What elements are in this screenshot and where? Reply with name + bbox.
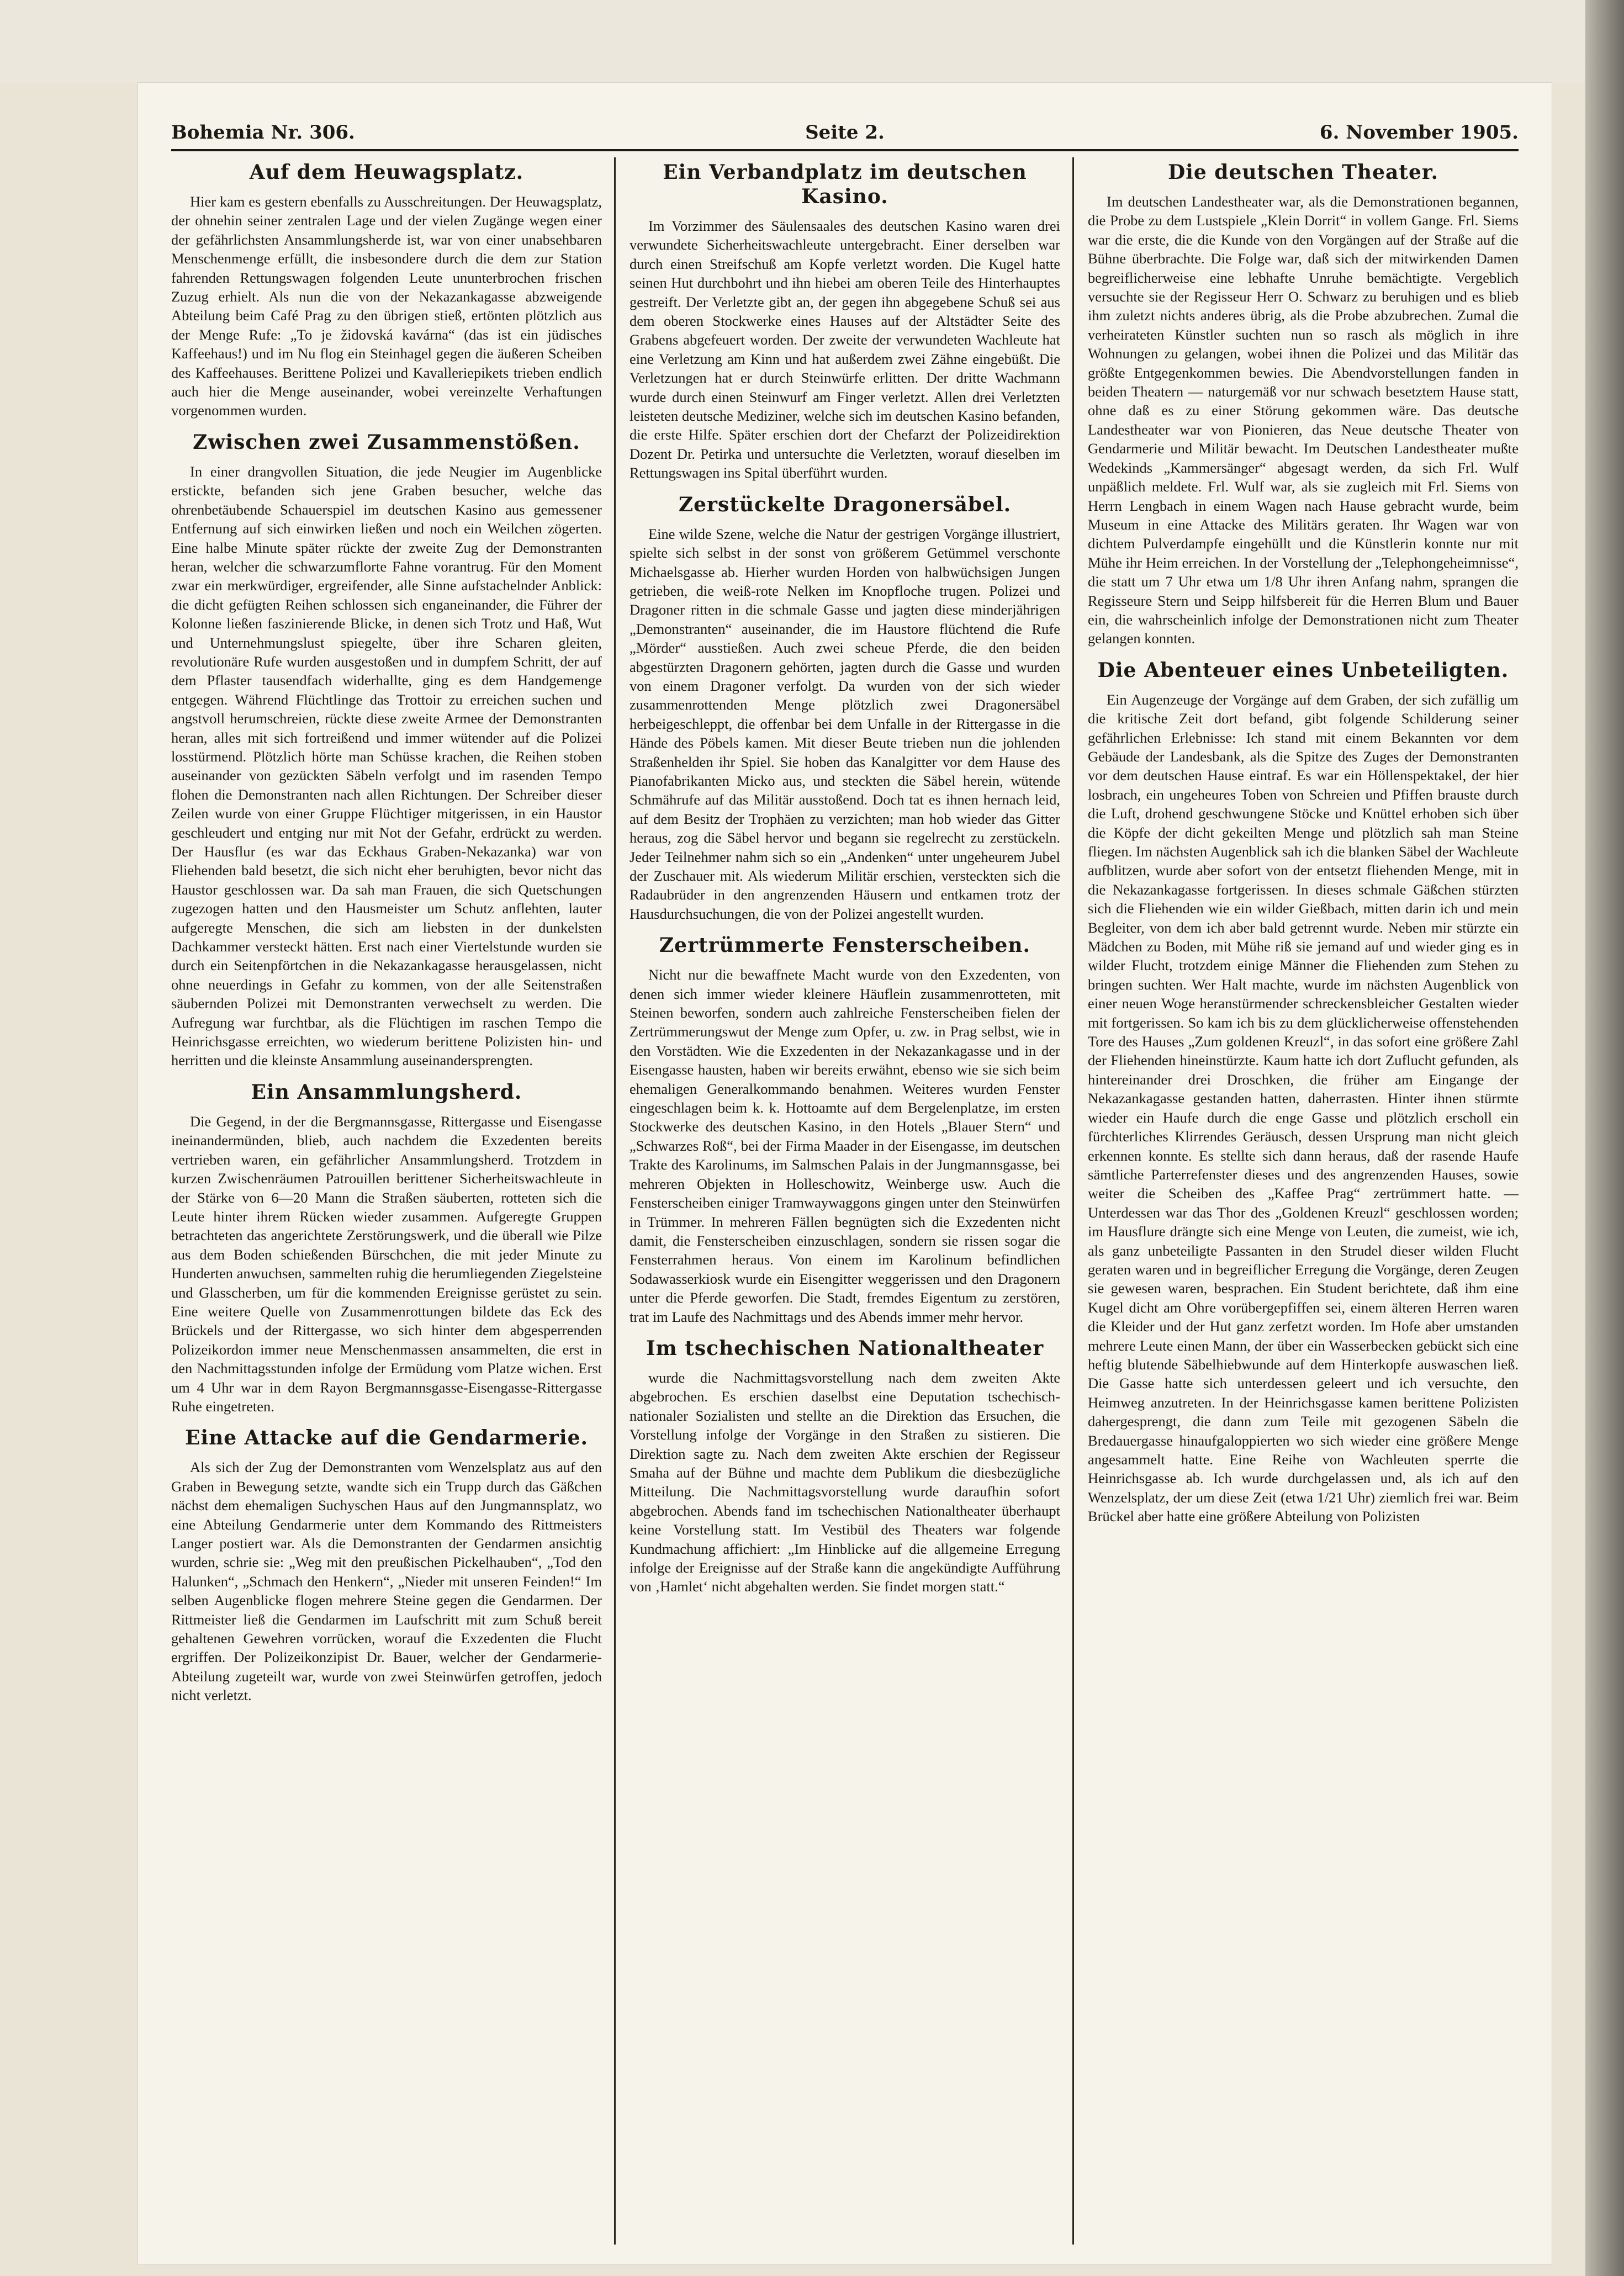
article-paragraph: Im Vorzimmer des Säulensaales des deutschen Kasino waren drei verwundete Sicherheitswachleute untergebracht. Einer derselben war durch einen Streifschuß am Kopfe verletzt worden. Die Kugel hatte seinen Hut durchbohrt und ihn hiebei am oberen Teile des Hinterhauptes gestreift. Der Verletzte gibt an, der gegen ihn abgegebene Schuß sei aus dem oberen Stockwerke eines Hauses auf der Altstädter Seite des Grabens abgefeuert worden. Der zweite der verwundeten Wachleute hat eine Verletzung am Kinn und hat außerdem zwei Zähne eingebüßt. Die Verletzungen hat er durch Steinwürfe erlitten. Der dritte Wachmann wurde durch einen Steinwurf am Finger verletzt. Allen drei Verletzten leisteten deutsche Mediziner, welche sich im deutschen Kasino befanden, die erste Hilfe. Später erschien dort der Chefarzt der Polizeidirektion Dozent Dr. Petirka und untersuchte die Verletzten, worauf dieselben im Rettungswagen ins Spital überführt wurden. bbox=[630, 218, 1060, 481]
article-abenteuer bbox=[1088, 658, 1519, 1526]
article-title: Ein Verbandplatz im deutschen Kasino. bbox=[663, 161, 1027, 208]
article-paragraph: In einer drangvollen Situation, die jede Neugier im Augenblicke erstickte, befanden sich jene Graben besucher, welche das ohrenbetäubende Schauerspiel im deutschen Kasino aus gemessener Entfernung auf sich einwirken ließen und noch ein Weilchen zögerten. Eine halbe Minute später rückte der zweite Zug der Demonstranten heran, welcher die schwarzumflorte Fahne vorantrug. Für den Moment zwar ein merkwürdiger, ergreifender, alle Sinne aufstachelnder Anblick: die dicht gefügten Reihen schlossen sich enganeinander, die Führer der Kolonne ließen faszinierende Blicke, in denen sich Trotz und Haß, Wut und Unternehmungslust spiegelte, über ihre Scharen gleiten, revolutionäre Rufe wurden ausgestoßen und in dumpfem Schritt, der auf dem Pflaster tausendfach widerhallte, ging es dem Handgemenge entgegen. Während Flüchtlinge das Trottoir zu erreichen suchen und angstvoll herumschreien, rückte diese zweite Armee der Demonstranten heran, alles mit sich fortreißend und immer wütender auf die Polizei losstürmend. Plötzlich hörte man Schüsse krachen, die Reihen stoben auseinander von gezückten Säbeln verfolgt und im rasenden Tempo flohen die Demonstranten nach allen Richtungen. Der Schreiber dieser Zeilen wurde von einer Gruppe Flüchtiger mitgerissen, in ein Haustor geschleudert und entging nur mit Not der Gefahr, erdrückt zu werden. Der Hausflur (es war das Eckhaus Graben-Nekazanka) war von Fliehenden bald besetzt, die sich nicht eher beruhigten, bevor nicht das Haustor geschlossen war. Da sah man Frauen, die sich Quetschungen zugezogen hatten und den Hausmeister um Schutz anflehten, lauter aufgeregte Menschen, die sich am liebsten in der dunkelsten Dachkammer versteckt hätten. Erst nach einer Viertelstunde wurden sie durch ein Seitenpförtchen in die Nekazankagasse herausgelassen, nicht ohne neuerdings in Gefahr zu kommen, von der alle Seitenstraßen säubernden Polizei mit Demonstranten verwechselt zu werden. Die Aufregung war furchtbar, als die Flüchtigen im raschen Tempo die Heinrichsgasse erreichten, wo wiederum berittene Polizisten hin- und herritten und die kleinste Ansammlung auseinandersprengten. bbox=[171, 463, 602, 1069]
article-paragraph: Im deutschen Landestheater war, als die Demonstrationen begannen, die Probe zu dem Lustspiele „Klein Dorrit“ in vollem Gange. Frl. Siems war die erste, die die Kunde von den Vorgängen auf der Straße auf die Bühne überbrachte. Die Folge war, daß sich der mitwirkenden Damen begreiflicherweise eine lebhafte Unruhe bemächtigte. Vergeblich versuchte sie der Regisseur Herr O. Schwarz zu beruhigen und es blieb ihm zuletzt nichts anderes übrig, als die Probe abzubrechen. Zumal die verheirateten Künstler suchten nun so rasch als möglich in ihre Wohnungen zu gelangen, wobei ihnen die Polizei und das Militär das größte Entgegenkommen bewies. Die Abendvorstellungen fanden in beiden Theatern — naturgemäß vor nur schwach besetztem Hause statt, ohne daß es zu einer Störung gekommen wäre. Das deutsche Landestheater war von Pionieren, das Neue deutsche Theater von Gendarmerie und Militär bewacht. Im Deutschen Landestheater mußte Wedekinds „Kammersänger“ abgesagt werden, da sich Frl. Wulf unpäßlich meldete. Frl. Wulf war, als sie zugleich mit Frl. Siems von Herrn Lengbach in einem Wagen nach Hause gebracht wurde, beim Museum in eine Attacke des Militärs geraten. Ihr Wagen war von dichtem Pulverdampfe eingehüllt und die Künstlerin konnte nur mit Mühe ihr Heim erreichen. In der Vorstellung der „Telephongeheimnisse“, die statt um 7 Uhr etwa um 1/8 Uhr ihren Anfang nahm, sprangen die Regisseure Stern und Seipp hilfsbereit für die Herren Blum und Bauer ein, die wahrscheinlich infolge der Demonstrationen nicht zum Theater gelangen konnten. bbox=[1088, 193, 1519, 647]
article-title: Zerstückelte Dragonersäbel. bbox=[678, 493, 1012, 516]
page-header bbox=[171, 110, 1519, 151]
article-title: Die deutschen Theater. bbox=[1167, 161, 1439, 184]
article-title: Eine Attacke auf die Gendarmerie. bbox=[184, 1426, 589, 1450]
article-paragraph: Als sich der Zug der Demonstranten vom Wenzelsplatz aus auf den Graben in Bewegung setzte, wandte sich ein Trupp durch das Gäßchen nächst dem ehemaligen Suchyschen Haus auf den Jungmannsplatz, wo eine Abteilung Gendarmerie unter dem Kommando des Rittmeisters Langer postiert war. Als die Demonstranten der Gendarmen ansichtig wurden, schrie sie: „Weg mit den preußischen Pickelhauben“, „Tod den Halunken“, „Schmach den Henkern“, „Nieder mit unseren Feinden!“ Im selben Augenblicke flogen mehrere Steine gegen die Gendarmen. Der Rittmeister ließ die Gendarmen im Laufschritt mit zum Schuß bereit gehaltenen Gewehren vorrücken, worauf die Exzedenten die Flucht ergriffen. Der Polizeikonzipist Dr. Bauer, welcher der Gendarmerie-Abteilung zugeteilt war, wurde von zwei Steinwürfen getroffen, jedoch nicht verletzt. bbox=[171, 1459, 602, 1704]
page-number: Seite 2. bbox=[805, 121, 885, 144]
article-heuwagsplatz bbox=[171, 160, 602, 420]
article-paragraph: wurde die Nachmittagsvorstellung nach dem zweiten Akte abgebrochen. Es erschien daselbst eine Deputation tschechisch-nationaler Sozialisten und stellte an die Direktion das Ersuchen, die Vorstellung infolge der Vorgänge in den Straßen zu sistieren. Die Direktion sagte zu. Nach dem zweiten Akte erschien der Regisseur Smaha auf der Bühne und machte dem Publikum die diesbezügliche Mitteilung. Die Nachmittagsvorstellung wurde daraufhin sofort abgebrochen. Abends fand im tschechischen Nationaltheater überhaupt keine Vorstellung statt. Im Vestibül des Theaters war folgende Kundmachung affichiert: „Im Hinblicke auf die allgemeine Erregung infolge der Ereignisse auf der Straße kann die angekündigte Aufführung von ‚Hamlet‘ nicht abgehalten werden. Sie findet morgen statt.“ bbox=[630, 1369, 1060, 1595]
article-dragonersaebel bbox=[630, 493, 1060, 924]
article-deutsche-theater bbox=[1088, 160, 1519, 648]
column-2 bbox=[630, 160, 1060, 2253]
article-paragraph: Die Gegend, in der die Bergmannsgasse, Rittergasse und Eisengasse ineinandermünden, blieb, auch nachdem die Exzedenten bereits vertrieben waren, ein gefährlicher Ansammlungsherd. Trotzdem in kurzen Zwischenräumen Patrouillen berittener Sicherheitswachleute in der Stärke von 6—20 Mann die Straßen säuberten, rotteten sich die Leute hinter ihrem Rücken wieder zusammen. Aufgeregte Gruppen betrachteten das angerichtete Zerstörungswerk, und die überall wie Pilze aus dem Boden schießenden Bürschchen, die mit jeder Minute zu Hunderten anwuchsen, sammelten ruhig die herumliegenden Ziegelsteine und Glasscherben, um für die kommenden Ereignisse gerüstet zu sein. Eine weitere Quelle von Zusammenrottungen bildete das Eck des Brückels und der Rittergasse, wo sich hinter dem abgesperrenden Polizeikordon immer neue Menschenmassen ansammelten, die erst in den Nachmittagsstunden infolge der Ermüdung vom Platze wichen. Erst um 4 Uhr war in dem Rayon Bergmannsgasse-Eisengasse-Rittergasse Ruhe eingetreten. bbox=[171, 1113, 602, 1415]
article-title: Die Abenteuer eines Unbeteiligten. bbox=[1097, 658, 1509, 682]
article-title: Auf dem Heuwagsplatz. bbox=[249, 161, 524, 184]
article-nationaltheater bbox=[630, 1336, 1060, 1596]
article-paragraph: Hier kam es gestern ebenfalls zu Ausschreitungen. Der Heuwagsplatz, der ohnehin seiner zentralen Lage und der vielen Zugänge wegen einer der gefährlichsten Ansammlungsherde ist, war von einer unabsehbaren Menschenmenge erfüllt, die insbesondere durch die dem zur Station fahrenden Rettungswagen folgenden Leute ununterbrochen frischen Zuzug erhielt. Als nun die von der Nekazankagasse abzweigende Abteilung beim Café Prag zu den übrigen stieß, ertönten plötzlich aus der Menge Rufe: „To je židovská kavárna“ (das ist ein jüdisches Kaffeehaus!) und im Nu flog ein Steinhagel gegen die äußeren Scheiben des Kaffeehauses. Berittene Polizei und Kavalleriepikets trieben endlich auch hier die Menge auseinander, wobei vereinzelte Verhaftungen vorgenommen wurden. bbox=[171, 193, 602, 419]
article-title: Zwischen zwei Zusammenstößen. bbox=[193, 430, 580, 454]
article-ansammlungsherd bbox=[171, 1080, 602, 1416]
column-3 bbox=[1088, 160, 1519, 2253]
article-title: Zertrümmerte Fensterscheiben. bbox=[659, 934, 1031, 957]
newspaper-page bbox=[138, 83, 1552, 2264]
article-title: Im tschechischen Nationaltheater bbox=[646, 1336, 1044, 1360]
article-zusammenstoesse bbox=[171, 430, 602, 1070]
masthead-issue: Bohemia Nr. 306. bbox=[171, 121, 355, 144]
article-paragraph: Eine wilde Szene, welche die Natur der gestrigen Vorgänge illustriert, spielte sich selbst in der sonst von größerem Getümmel verschonte Michaelsgasse ab. Hierher wurden Horden von halbwüchsigen Jungen getrieben, die weiß-rote Nelken im Knopfloche trugen. Polizei und Dragoner ritten in die schmale Gasse und jagten diese minderjährigen „Demonstranten“ auseinander, die im Haustore flüchtend die Rufe „Mörder“ ausstießen. Auch zwei scheue Pferde, die den beiden abgestürzten Dragonern gehörten, jagten durch die Gasse und wurden von einem Dragoner verfolgt. Da wurden von der sich wieder zusammenrottenden Menge plötzlich zwei Dragonersäbel herbeigeschleppt, die offenbar bei dem Unfalle in der Rittergasse in die Hände des Pöbels kamen. Mit dieser Beute trieben nun die johlenden Straßenhelden ihr Spiel. Sie hoben das Kanalgitter vor dem Hause des Pianofabrikanten Micko aus, und steckten die Säbel herein, wütende Schmährufe auf das Militär ausstoßend. Doch tat es ihnen hernach leid, auf dem Besitz der Trophäen zu verzichten; man hob wieder das Gitter heraus, zog die Säbel hervor und begann sie regelrecht zu zerstückeln. Jeder Teilnehmer nahm sich so ein „Andenken“ unter ungeheurem Jubel der Zuschauer mit. Als wiederum Militär erschien, versteckten sich die Radaubrüder in den angrenzenden Häusern und entkamen trotz der Hausdurchsuchungen, die von der Polizei angestellt wurden. bbox=[630, 525, 1060, 922]
article-title: Ein Ansammlungsherd. bbox=[251, 1080, 522, 1104]
scan-top-margin bbox=[0, 0, 1585, 83]
article-paragraph: Nicht nur die bewaffnete Macht wurde von den Exzedenten, von denen sich immer wieder kleinere Häuflein zusammenrotteten, mit Steinen beworfen, sondern auch zahlreiche Fensterscheiben fielen der Zertrümmerungswut der Menge zum Opfer, u. zw. in Prag selbst, wie in den Vorstädten. Wie die Exzedenten in der Nekazankagasse und in der Eisengasse hausten, haben wir bereits erwähnt, ebenso wie sie sich beim ehemaligen Generalkommando benahmen. Weiteres wurden Fenster eingeschlagen beim k. k. Hottoamte auf dem Bergelenplatze, im ersten Stockwerke des deutschen Kasino, in den Hotels „Blauer Stern“ und „Schwarzes Roß“, bei der Firma Maader in der Eisengasse, im deutschen Trakte des Karolinums, im Salmschen Palais in der Jungmannsgasse, bei mehreren Objekten in Holleschowitz, Weinberge usw. Auch die Fensterscheiben einiger Tramwaywaggons gingen unter den Steinwürfen in Trümmer. In mehreren Fällen begnügten sich die Exzedenten nicht damit, die Fensterscheiben einzuschlagen, sondern sie rissen sogar die Fensterrahmen heraus. Von einem im Karolinum befindlichen Sodawasserkiosk wurde ein Eisengitter weggerissen und den Dragonern unter die Pferde geworfen. Die Stadt, fremdes Eigentum zu zerstören, trat im Laufe des Nachmittags und des Abends immer mehr hervor. bbox=[630, 966, 1060, 1325]
article-fensterscheiben bbox=[630, 933, 1060, 1326]
article-verbandplatz bbox=[630, 160, 1060, 483]
issue-date: 6. November 1905. bbox=[1319, 121, 1519, 144]
column-rule-2 bbox=[1072, 157, 1074, 2245]
column-rule-1 bbox=[614, 157, 616, 2245]
scan-binding-edge bbox=[1585, 0, 1624, 2276]
article-paragraph: Ein Augenzeuge der Vorgänge auf dem Graben, der sich zufällig um die kritische Zeit dort befand, gibt folgende Schilderung seiner gefährlichen Erlebnisse: Ich stand mit einem Bekannten vor dem Gebäude der Landesbank, als die Spitze des Zuges der Demonstranten vor dem deutschen Hause eintraf. Es war ein Höllenspektakel, der hier losbrach, ein ungeheures Toben von Schreien und Pfiffen brauste durch die Luft, drohend geschwungene Stöcke und Knüttel erhoben sich über die Köpfe der dicht gekeilten Menge und plötzlich sah man Steine fliegen. Im nächsten Augenblick sah ich die blanken Säbel der Wachleute aufblitzen, wurde aber sofort von der entsetzt fliehenden Menge, mit in die Nekazankagasse fortgerissen. In dieses schmale Gäßchen stürzten sich die Fliehenden wie ein wilder Gießbach, mitten darin ich und mein Begleiter, von dem ich aber bald getrennt wurde. Neben mir stürzte ein Mädchen zu Boden, mit Mühe riß sie jemand auf und wieder ging es in wilder Flucht, trotzdem einige Männer die Fliehenden zum Stehen zu bringen suchten. Wer Halt machte, wurde im nächsten Augenblick von einer neuen Woge heranstürmender schreckensbleicher Gestalten wieder mit fortgerissen. So kam ich bis zu dem glücklicherweise offenstehenden Tore des Hauses „Zum goldenen Kreuzl“, in das sofort eine größere Zahl der Fliehenden hineinstürzte. Kaum hatte ich dort Zuflucht gefunden, als hintereinander drei Droschken, die früher am Eingange der Nekazankagasse gestanden hatten, daherrasten. Hinter ihnen stürmte wieder ein Haufe durch die enge Gasse und plötzlich erscholl ein fürchterliches Klirrendes Geräusch, dessen Ursprung man nicht gleich erkennen konnte. Es stellte sich dann heraus, daß der rasende Haufe sämtliche Parterrefenster dieses und des angrenzenden Hauses, sowie weiter die Scheiben des „Kaffee Prag“ zertrümmert hatte. — Unterdessen war das Thor des „Goldenen Kreuzl“ geschlossen worden; im Hausflure drängte sich eine Menge von Leuten, die zumeist, wie ich, als ganz unbeteiligte Passanten in den Strudel dieser wilden Flucht geraten waren und in begreiflicher Erregung die Vorgänge, deren Zeugen sie gewesen waren, besprachen. Ein Student berichtete, daß ihm eine Kugel dicht am Ohre vorübergepfiffen sei, einem älteren Herren waren die Kleider und der Hut ganz zerfetzt worden. Im Hofe aber umstanden mehrere Leute einen Mann, der über ein Wasserbecken gebückt sich eine heftig blutende Säbelhiebwunde auf dem Hinterkopfe auswaschen ließ. Die Gasse hatte sich unterdessen geleert und ich versuchte, den Heimweg anzutreten. In der Heinrichsgasse kamen berittene Polizisten dahergesprengt, die dann zum Teile mit gezogenen Säbeln die Bredauergasse hinaufgaloppierten wo sich wieder eine größere Menge angesammelt hatte. Eine Reihe von Wachleuten sperrte die Heinrichsgasse ab. Ich wurde durchgelassen und, als ich auf den Wenzelsplatz, der um diese Zeit (etwa 1/21 Uhr) ziemlich frei war. Beim Brückel aber hatte eine größere Abteilung von Polizisten bbox=[1088, 691, 1519, 1525]
column-1 bbox=[171, 160, 602, 2253]
article-attacke-gendarmerie bbox=[171, 1426, 602, 1705]
